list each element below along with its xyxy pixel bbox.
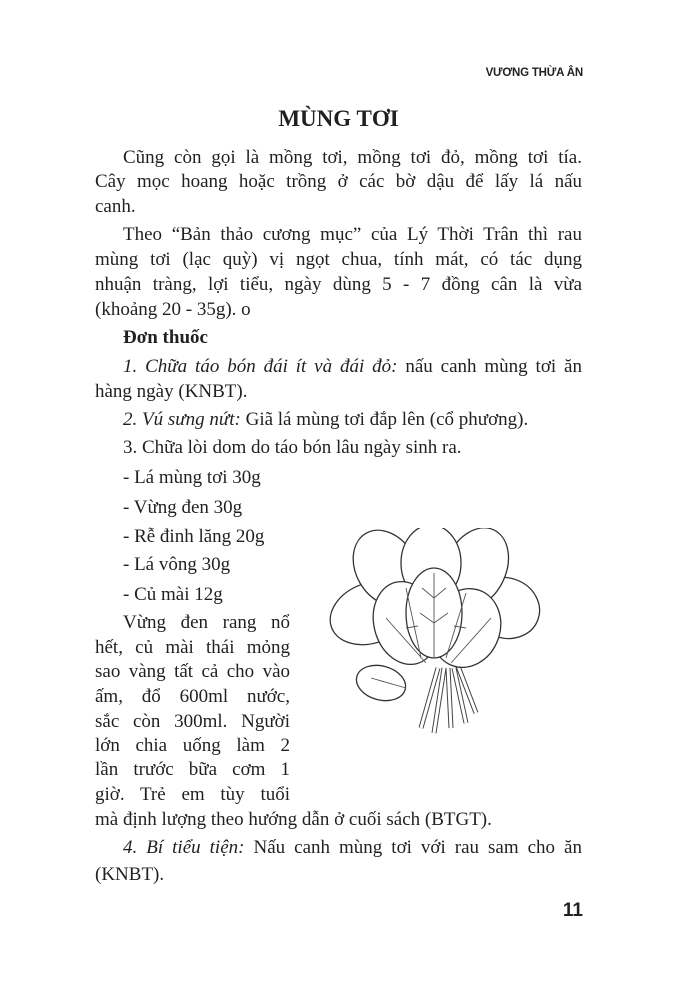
section-heading [123, 325, 582, 351]
section-heading-text: Đơn thuốc [123, 327, 208, 348]
page-number: 11 [562, 900, 583, 921]
para1-line: Cũng còn gọi là mồng tơi, mồng tơi đỏ, mồng tơi tía. [123, 147, 582, 168]
remedy4-label: 4. Bí tiểu tiện: [123, 837, 245, 858]
remedy3-title: 3. Chữa lòi dom do táo bón lâu ngày sinh ra. [123, 437, 462, 458]
instruction-line: giờ. Trẻ em tùy tuổi [95, 784, 290, 805]
para2-line: (khoảng 20 - 35g). o [95, 299, 251, 320]
remedy2-label: 2. Vú sưng nứt: [123, 409, 241, 430]
malabar-spinach-illustration [326, 528, 542, 746]
para1-line: canh. [95, 196, 136, 217]
remedy2-text: Giã lá mùng tơi đắp lên (cổ phương). [240, 409, 529, 430]
instruction-line: lớn chia uống làm 2 [95, 735, 290, 756]
instruction-line: lần trước bữa cơm 1 [95, 759, 290, 780]
ingredient-item: - Lá vông 30g [123, 554, 231, 575]
remedy1-line2: hàng ngày (KNBT). [95, 381, 248, 402]
para2-line: Theo “Bản thảo cương mục” của Lý Thời Trân thì rau [123, 224, 582, 245]
page-title: MÙNG TƠI [278, 106, 399, 131]
running-header-author: VƯƠNG THỪA ÂN [485, 67, 583, 79]
instruction-line: hết, củ mài thái mỏng [95, 637, 290, 658]
remedy1-label: 1. Chữa táo bón đái ít và đái đỏ: [123, 356, 398, 377]
instruction-line: sắc còn 300ml. Người [95, 711, 290, 732]
para1-line: Cây mọc hoang hoặc trồng ở các bờ dậu để lấy lá nấu [95, 171, 582, 192]
remedy1-line [123, 354, 582, 380]
para2-line: mùng tơi (lạc quỳ) vị ngọt chua, tính mát, có tác dụng [95, 249, 582, 270]
instruction-line: Vừng đen rang nổ [123, 612, 290, 633]
instruction-line: sao vàng tất cả cho vào [95, 661, 290, 682]
instruction-line: ấm, đổ 600ml nước, [95, 686, 290, 707]
remedy2-line [123, 407, 582, 433]
remedy1-text: nấu canh mùng tơi ăn [397, 356, 582, 377]
ingredient-item: - Vừng đen 30g [123, 497, 243, 518]
remedy4-line2: (KNBT). [95, 864, 165, 885]
instruction-line: mà định lượng theo hướng dẫn ở cuối sách (BTGT). [95, 809, 492, 830]
ingredient-item: - Rễ đinh lăng 20g [123, 526, 265, 547]
ingredient-item: - Củ mài 12g [123, 584, 223, 605]
remedy4-text: Nấu canh mùng tơi với rau sam cho ăn [244, 837, 582, 858]
para2-line: nhuận tràng, lợi tiểu, ngày dùng 5 - 7 đồng cân là vừa [95, 274, 582, 295]
remedy4-line [123, 835, 582, 861]
ingredient-item: - Lá mùng tơi 30g [123, 467, 261, 488]
